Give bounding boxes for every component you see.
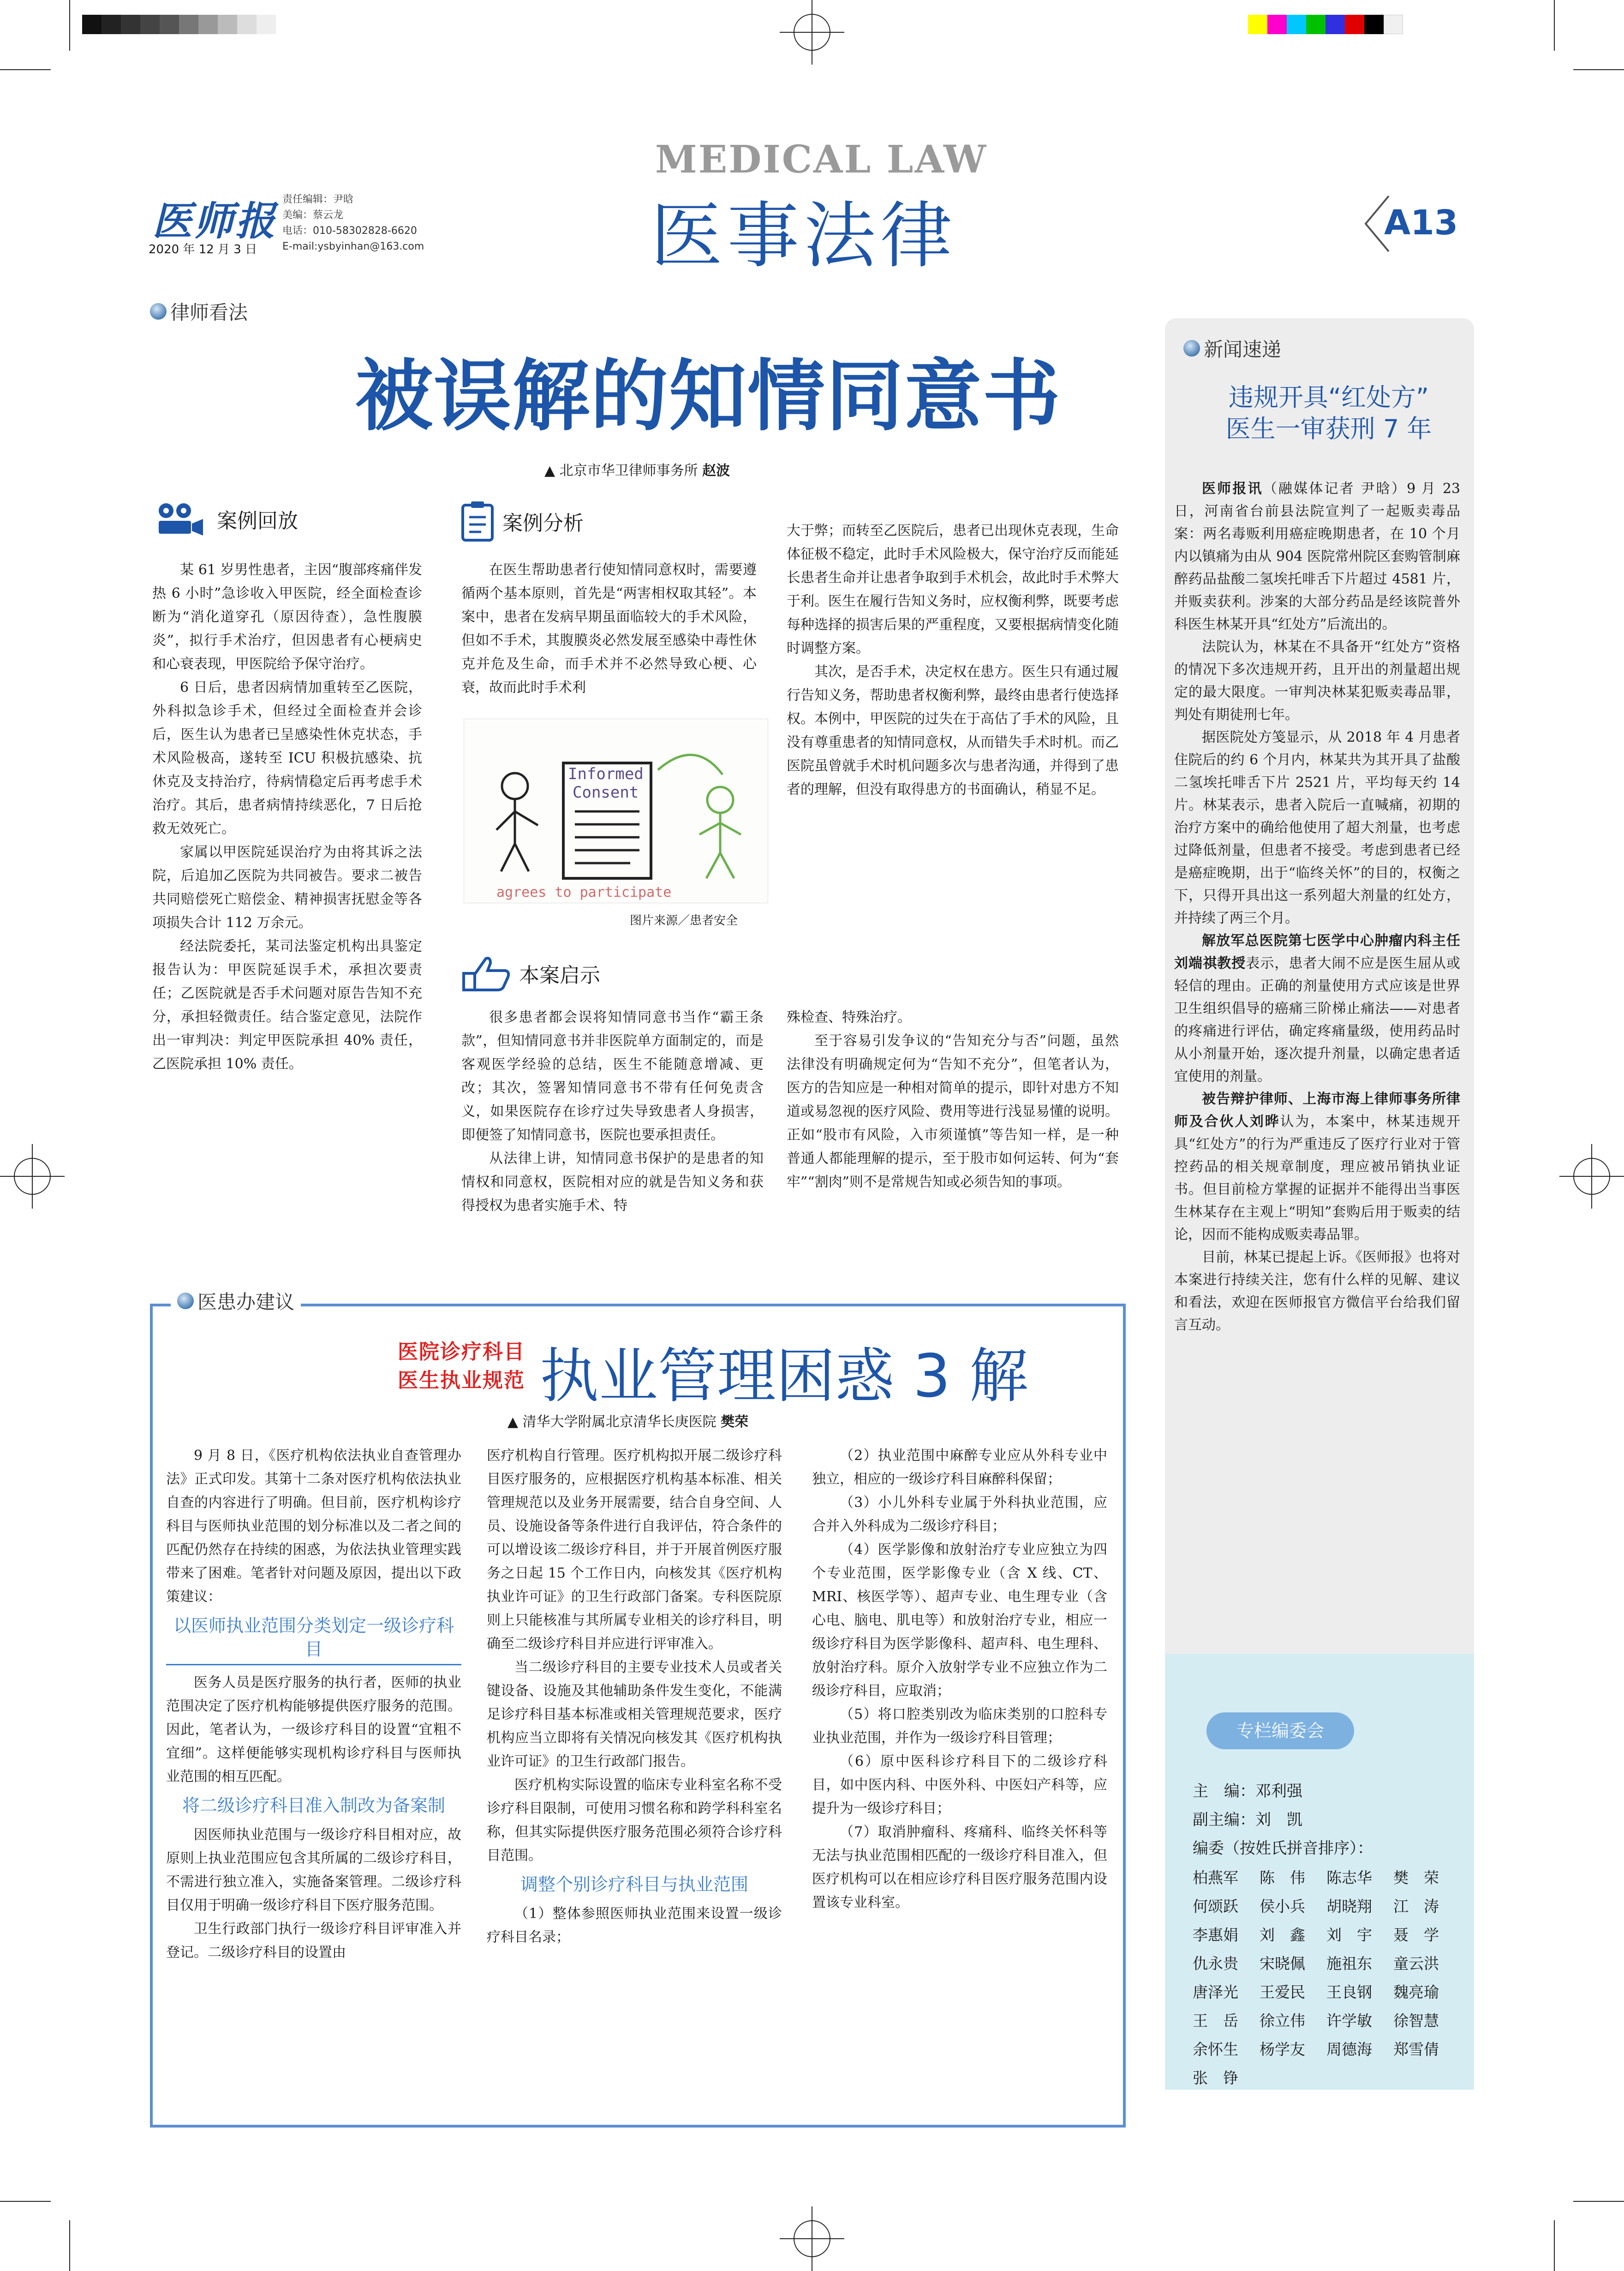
tag-label: 医患办建议 [197, 1291, 295, 1313]
label: 副主编： [1193, 1811, 1255, 1829]
committee-member: 陈 伟 [1260, 1869, 1305, 1887]
advice-col3 [812, 1444, 1107, 1914]
committee-member: 仇永贵 [1193, 1955, 1238, 1973]
issue-date: 2020 年 12 月 3 日 [149, 243, 257, 256]
committee-member: 江 涛 [1393, 1897, 1439, 1915]
sketch-text-agrees: agrees to participate [496, 884, 672, 900]
committee-member: 魏亮瑜 [1393, 1983, 1439, 2001]
committee-member: 李惠娟 [1193, 1926, 1238, 1944]
paragraph: 在医生帮助患者行使知情同意权时，需要遵循两个基本原则，首先是“两害相权取其轻”。本案中，患者在发病早期虽面临较大的手术风险，但如不手术，其腹膜炎必然发展至感染中毒性休克并危及生命，而手术并不必然导致心梗、心衰，故而此时手术利 [461, 562, 757, 696]
paragraph: 卫生行政部门执行一级诊疗科目评审准入并登记。二级诊疗科目的设置由 [166, 1921, 461, 1961]
informed-consent-illustration [464, 719, 768, 903]
advice-item: （6）原中医科诊疗科目下的二级诊疗科目，如中医内科、中医外科、中医妇产科等，应提升为一级诊疗科目； [812, 1753, 1107, 1817]
tag-label: 律师看法 [170, 301, 248, 324]
registration-color-bar [1248, 15, 1403, 34]
corner-tick [69, 0, 70, 51]
corner-tick [0, 69, 51, 70]
editor-name: 责任编辑：尹晗 [282, 194, 354, 205]
lesson-col2 [787, 1006, 1119, 1194]
committee-member: 何颂跃 [1193, 1897, 1238, 1915]
sketch-text-informed: Informed [568, 765, 644, 783]
byline-author: 赵波 [702, 463, 730, 479]
news-paragraph: 法院认为，林某在不具备开“红处方”资格的情况下多次违规开药，且开出的剂量超出规定的最大限度。一审判决林某犯贩卖毒品罪，判处有期徒刑七年。 [1174, 639, 1460, 723]
committee-members [1193, 1864, 1460, 2092]
photo-credit: 图片来源／患者安全 [630, 914, 738, 928]
case-review-heading [152, 501, 298, 537]
advice-item: （2）执业范围中麻醉专业应从外科专业中独立，相应的一级诊疗科目麻醉科保留； [812, 1448, 1107, 1487]
advice-byline [508, 1410, 748, 1431]
headline-line: 违规开具“红处方” [1229, 383, 1429, 412]
lead-in: 被告辩护律师、上海市海上律师事务所律师及合伙人刘晔 [1174, 1091, 1460, 1130]
committee-member: 许学敏 [1326, 2012, 1372, 2030]
lesson-heading [459, 955, 600, 992]
bullet-icon [150, 303, 167, 320]
committee-tag: 专栏编委会 [1206, 1712, 1354, 1749]
news-paragraph: 据医院处方笺显示，从 2018 年 4 月患者住院后的约 6 个月内，林某共为其开具了盐酸二氢埃托啡舌下片 2521 片，平均每天约 14 片。林某表示，患者入院后一直喊痛，初期的治疗方案中的确给他使用了超大剂量，也考虑过降低剂量，但患者不接受。考虑到患者已经是癌症晚期，出于“临终关怀”的目的，权衡之下，只得开具出这一系列超大剂量的红处方，并持续了两三个月。 [1174, 729, 1460, 926]
consent-sketch-image [464, 719, 769, 904]
paragraph: （1）整体参照医师执业范围来设置一级诊疗科目名录； [487, 1906, 782, 1945]
chief-editor [1193, 1778, 1302, 1801]
paragraph: 至于容易引发争议的“告知充分与否”问题，虽然法律没有明确规定何为“告知不充分”，但笔者认为，医方的告知应是一种相对简单的提示，即针对患方不知道或易忽视的医疗风险、费用等进行浅显易懂的说明。正如“股市有风险，入市须谨慎”等告知一样，是一种普通人都能理解的提示，至于股市如何运转、何为“套牢”“割肉”则不是常规告知或必须告知的事项。 [787, 1033, 1119, 1190]
committee-member: 刘 鑫 [1260, 1926, 1305, 1944]
sketch-text-consent: Consent [573, 783, 639, 802]
news-paragraph: 医师报讯（融媒体记者 尹晗）9 月 23 日，河南省台前县法院宣判了一起贩卖毒品案：两名毒贩利用癌症晚期患者，在 10 个月内以镇痛为由从 904 医院常州院区套购管制麻醉药品盐酸二氢埃托啡舌下片超过 4581 片，并贩卖获利。涉案的大部分药品是经该院普外科医生林某开具“红处方”后流出的。 [1174, 481, 1461, 632]
paragraph: 从法律上讲，知情同意书保护的是患者的知情权和同意权，医院相对应的就是告知义务和获得授权为患者实施手术、特 [461, 1150, 764, 1214]
value: 刘 凯 [1255, 1811, 1302, 1829]
section-tag-lawyer [150, 298, 248, 325]
lead-in: 解放军总医院第七医学中心肿瘤内科主任刘端祺教授 [1174, 933, 1460, 972]
paragraph: 很多患者都会误将知情同意书当作“霸王条款”，但知情同意书并非医院单方面制定的，而是客观医学经验的总结，医生不能随意增减、更改；其次，签署知情同意书不带有任何免责含义，如果医院存在诊疗过失导致患者人身损害，即便签了知情同意书，医院也要承担责任。 [461, 1009, 764, 1143]
bullet-icon [1183, 340, 1200, 357]
advice-subhead: 将二级诊疗科目准入制改为备案制 [182, 1795, 445, 1816]
corner-tick [69, 2220, 70, 2271]
crop-mark-top [780, 0, 844, 65]
committee-member: 侯小兵 [1260, 1897, 1305, 1915]
paragraph: 其次，是否手术，决定权在患方。医生只有通过履行告知义务，帮助患者权衡利弊，最终由患者行使选择权。本例中，甲医院的过失在于高估了手术的风险，且没有尊重患者的知情同意权，从而错失手术时机。而乙医院虽曾就手术时机问题多次与患者沟通，并得到了患者的理解，但没有取得患方的书面确认，稍显不足。 [787, 664, 1119, 798]
paragraph: 9 月 8 日，《医疗机构依法执业自查管理办法》正式印发。其第十二条对医疗机构依法执业自查的内容进行了明确。但目前，医疗机构诊疗科目与医师执业范围的划分标准以及二者之间的匹配仍然存在持续的困惑，为依法执业管理实践带来了困难。笔者针对问题及原因，提出以下政策建议： [166, 1448, 461, 1605]
byline-org: ▲ 清华大学附属北京清华长庚医院 [508, 1414, 716, 1430]
section-tag-news [1183, 334, 1281, 362]
lesson-col1 [461, 1006, 764, 1217]
committee-member: 童云洪 [1393, 1955, 1439, 1973]
advice-col2 [487, 1444, 782, 1949]
news-paragraph: 目前，林某已提起上诉。《医师报》也将对本案进行持续关注，您有什么样的见解、建议和看法，欢迎在医师报官方微信平台给我们留言互动。 [1174, 1249, 1460, 1333]
heading-label: 案例回放 [217, 509, 298, 533]
label: 主 编： [1193, 1782, 1255, 1800]
news-paragraph: 解放军总医院第七医学中心肿瘤内科主任刘端祺教授表示，患者大闹不应是医生屈从或轻信的理由。正确的剂量使用方式应该是世界卫生组织倡导的癌痛三阶梯止痛法——对患者的疼痛进行评估，确定疼痛量级，使用药品时从小剂量开始，逐次提升剂量，以确定患者适宜使用的剂量。 [1174, 933, 1461, 1085]
subtitle-line: 医院诊疗科目 [398, 1340, 525, 1364]
paragraph: 家属以甲医院延误治疗为由将其诉之法院，后追加乙医院为共同被告。要求二被告共同赔偿死亡赔偿金、精神损害抚慰金等各项损失合计 112 万余元。 [152, 844, 422, 931]
bullet-icon [177, 1293, 194, 1309]
committee-member: 王爱民 [1260, 1983, 1305, 2001]
heading-label: 案例分析 [502, 512, 584, 535]
corner-tick [1554, 2220, 1555, 2271]
registration-black-bar [82, 15, 276, 34]
advice-red-subtitle [398, 1338, 525, 1395]
case-analysis-col1 [461, 558, 757, 699]
corner-tick [1554, 0, 1555, 51]
committee-member: 唐泽光 [1193, 1983, 1238, 2001]
byline-author: 樊荣 [721, 1414, 749, 1430]
committee-member: 杨学友 [1260, 2040, 1305, 2058]
crop-mark-left [0, 1144, 65, 1209]
committee-member: 宋晓佩 [1260, 1955, 1305, 1973]
committee-member: 陈志华 [1326, 1869, 1372, 1887]
headline-line: 医生一审获刑 7 年 [1225, 414, 1432, 443]
advice-item: （3）小儿外科专业属于外科执业范围，应合并入外科成为二级诊疗科目； [812, 1495, 1107, 1534]
paragraph: 医疗机构实际设置的临床专业科室名称不受诊疗科目限制，可使用习惯名称和跨学科科室名称，但其实际提供医疗服务范围必须符合诊疗科目范围。 [487, 1777, 782, 1864]
section-title-cn: 医事法律 [651, 194, 957, 278]
committee-member: 柏燕军 [1193, 1869, 1238, 1887]
tag-label: 新闻速递 [1204, 338, 1282, 361]
committee-member: 徐智慧 [1393, 2012, 1439, 2030]
article-title: 被误解的知情同意书 [355, 351, 1061, 441]
section-tag-advice [171, 1287, 301, 1315]
paragraph: 当二级诊疗科目的主要专业技术人员或者关键设备、设施及其他辅助条件发生变化，不能满足诊疗科目基本标准或相关管理规范要求，医疗机构应当立即将有关情况向核发其《医疗机构执业许可证》的卫生行政部门报告。 [487, 1659, 782, 1770]
news-headline [1209, 382, 1449, 445]
committee-member: 徐立伟 [1260, 2012, 1305, 2030]
committee-member: 樊 荣 [1393, 1869, 1439, 1887]
corner-tick [1573, 69, 1624, 70]
designer-name: 美编：蔡云龙 [282, 209, 344, 221]
phone: 电话：010-58302828-6620 [282, 225, 417, 237]
corner-tick [1573, 2201, 1624, 2202]
paragraph: 大于弊；而转至乙医院后，患者已出现休克表现，生命体征极不稳定，此时手术风险极大，保守治疗反而能延长患者生命并让患者争取到手术机会，故此时手术弊大于利。医生在履行告知义务时，应权衡利弊，既要考虑每种选择的损害后果的严重程度，又要根据病情变化随时调整方案。 [787, 523, 1119, 656]
advice-item: （7）取消肿瘤科、疼痛科、临终关怀科等无法与执业范围相匹配的一级诊疗科目准入，但医疗机构可以在相应诊疗科目医疗服务范围内设置该专业科室。 [812, 1824, 1107, 1911]
advice-item: （4）医学影像和放射治疗专业应独立为四个专业范围，医学影像专业（含 X 线、CT、MRI、核医学等）、超声专业、电生理专业（含心电、脑电、肌电等）和放射治疗专业，相应一级诊疗科目为医学影像科、超声科、电生理科、放射治疗科。原介入放射学专业不应独立作为二级诊疗科目，应取消； [812, 1542, 1107, 1699]
newspaper-logo: 医师报 [152, 198, 277, 244]
committee-member: 郑雪倩 [1393, 2040, 1439, 2058]
email: E-mail:ysbyinhan@163.com [282, 241, 424, 252]
paragraph: 殊检查、特殊治疗。 [787, 1009, 911, 1025]
section-title-en: MEDICAL LAW [655, 137, 988, 182]
advice-col1 [166, 1444, 461, 1964]
advice-title: 执业管理困惑 3 解 [540, 1342, 1028, 1411]
paragraph: 医务人员是医疗服务的执行者，医师的执业范围决定了医疗机构能够提供医疗服务的范围。因此，笔者认为，一级诊疗科目的设置“宜粗不宜细”。这样便能够实现机构诊疗科目与医师执业范围的相互匹配。 [166, 1675, 461, 1785]
paragraph: 6 日后，患者因病情加重转至乙医院，外科拟急诊手术，但经过全面检查并会诊后，医生认为患者已呈感染性休克状态，手术风险极高，遂转至 ICU 积极抗感染、抗休克及支持治疗，待病情稳定后再考虑手术治疗。其后，患者病情持续恶化，7 日后抢救无效死亡。 [152, 680, 422, 837]
paragraph: 因医师执业范围与一级诊疗科目相对应，故原则上执业范围应包含其所属的二级诊疗科目，不需进行独立准入，实施备案管理。二级诊疗科目仅用于明确一级诊疗科目下医疗服务范围。 [166, 1827, 461, 1913]
paragraph: 医疗机构自行管理。医疗机构拟开展二级诊疗科目医疗服务的，应根据医疗机构基本标准、相关管理规范以及业务开展需要，结合自身空间、人员、设施设备等条件进行自我评估，符合条件的可以增设该二级诊疗科目，并于开展首例医疗服务之日起 15 个工作日内，向核发其《医疗机构执业许可证》的卫生行政部门备案。专科医院原则上只能核准与其所属专业相关的诊疗科目，明确至二级诊疗科目并应进行评审准入。 [487, 1448, 782, 1652]
deputy-editor [1193, 1807, 1302, 1830]
case-review-body [152, 558, 422, 1076]
news-paragraph: 被告辩护律师、上海市海上律师事务所律师及合伙人刘晔认为，本案中，林某违规开具“红处方”的行为严重违反了医疗行业对于管控药品的相关规章制度，理应被吊销执业证书。但目前检方掌握的证据并不能得出当事医生林某存在主观上“明知”套购后用于贩卖的结论，因而不能构成贩卖毒品罪。 [1174, 1091, 1461, 1243]
film-camera-icon [152, 501, 212, 537]
thumbs-up-icon [459, 955, 514, 992]
committee-member: 余怀生 [1193, 2040, 1238, 2058]
case-analysis-heading [459, 501, 584, 542]
lead-in: 医师报讯 [1202, 481, 1263, 497]
advice-subhead: 调整个别诊疗科目与执业范围 [520, 1874, 748, 1895]
committee-member: 聂 学 [1393, 1926, 1439, 1944]
byline-org: ▲ 北京市华卫律师事务所 [544, 463, 698, 479]
editor-info [282, 192, 424, 255]
case-analysis-col2 [787, 519, 1119, 801]
heading-label: 本案启示 [519, 964, 600, 987]
committee-member: 王 岳 [1193, 2012, 1238, 2030]
crop-mark-right [1559, 1144, 1624, 1209]
committee-member: 王良钢 [1326, 1983, 1372, 2001]
advice-item: （5）将口腔类别改为临床类别的口腔科专业执业范围，并作为一级诊疗科目管理； [812, 1706, 1107, 1746]
committee-member: 施祖东 [1326, 1955, 1372, 1973]
byline [544, 459, 730, 479]
committee-member: 胡晓翔 [1326, 1897, 1372, 1915]
clipboard-icon [459, 501, 498, 542]
paragraph: 某 61 岁男性患者，主因“腹部疼痛伴发热 6 小时”急诊收入甲医院，经全面检查诊断为“消化道穿孔（原因待查），急性腹膜炎”，拟行手术治疗，但因患者有心梗病史和心衰表现，甲医院给予保守治疗。 [152, 562, 422, 672]
paragraph: 经法院委托，某司法鉴定机构出具鉴定报告认为：甲医院延误手术，承担次要责任；乙医院就是否手术问题对原告告知不充分，承担轻微责任。结合鉴定意见，法院作出一审判决：判定甲医院承担 40% 责任，乙医院承担 10% 责任。 [152, 938, 422, 1072]
advice-subhead: 以医师执业范围分类划定一级诊疗科目 [166, 1614, 461, 1665]
committee-member: 周德海 [1326, 2040, 1372, 2058]
committee-member: 张 铮 [1193, 2069, 1238, 2087]
subtitle-line: 医生执业规范 [398, 1369, 525, 1392]
corner-tick [0, 2201, 51, 2202]
page-number: A13 [1384, 203, 1458, 243]
committee-member: 刘 宇 [1326, 1926, 1372, 1944]
crop-mark-bottom [780, 2206, 844, 2271]
members-label: 编委（按姓氏拼音排序）： [1193, 1839, 1373, 1858]
value: 邓利强 [1255, 1782, 1302, 1800]
news-body [1174, 477, 1460, 1336]
